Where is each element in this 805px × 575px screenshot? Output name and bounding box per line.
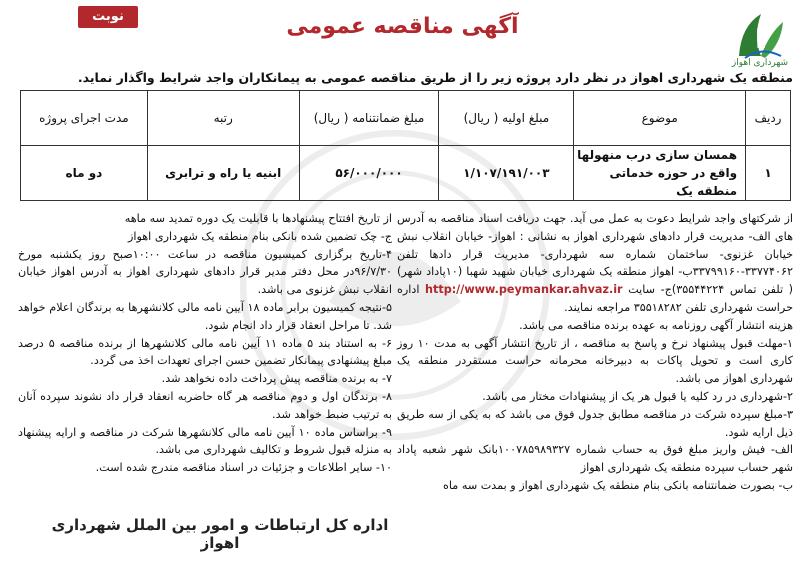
condition-2: ۲-شهرداری در رد کلیه یا قبول هر یک از پیشنهادات مختار می باشد. <box>482 389 793 403</box>
header-subject: موضوع <box>574 91 746 146</box>
paragraph-ad-cost: هزینه انتشار آگهی روزنامه به عهده برنده مناقصه می باشد. <box>519 318 793 332</box>
paragraph-intro: از شرکتهای واجد شرایط دعوت به عمل می آید. جهت دریافت اسناد مناقصه به آدرس های الف- مدیریت قرار دادهای شهرداری اهواز به نشانی : اهواز- خیابان انقلاب نبش خیابان غزنوی- ساختمان شماره سه شهرداری- مدیریت قرار دادها تلفن ۳۳۷۷۴۰۶۲-۳۳۷۹۹۱۶۰ب- اهواز منطقه یک شهرداری خیابان شهید شهبا (۱۰پاداد شهر) ( تلفن تماس ۳۵۵۴۴۲۲۴)ج- سایت http://www.peymankar.ahvaz.ir اداره حراست شهرداری تلفن ۳۵۵۱۸۲۸۲ مراجعه نمایند. <box>397 212 793 314</box>
tender-table <box>20 90 791 201</box>
duration: دو ماه <box>21 146 148 201</box>
header-grade: رتبه <box>147 91 299 146</box>
ahvaz-municipality-logo-icon <box>731 6 791 64</box>
header-duration: مدت اجرای پروژه <box>21 91 148 146</box>
condition-3c: ج- چک تضمین شده بانکی بنام منطقه یک شهرداری اهواز <box>127 229 392 243</box>
header-initial-amount: مبلغ اولیه ( ریال) <box>439 91 574 146</box>
condition-3: ۳-مبلغ سپرده شرکت در مناقصه مطابق جدول فوق می باشد که به یکی از سه طریق ذیل ارایه شود. <box>397 407 793 439</box>
publication-round-badge: نوبت اول <box>78 6 138 28</box>
logo-caption: شهرداری اهواز <box>731 58 789 68</box>
header-guarantee-amount: مبلغ ضمانتنامه ( ریال) <box>299 91 439 146</box>
subject-line-1: همسان سازی درب منهولها <box>577 148 738 162</box>
condition-6: ۶- به استناد بند ۵ ماده ۱۱ آیین نامه مالی کلانشهرها از برنده مناقصه ۵ درصد مبلغ پیشنهادی پیمانکار تضمین حسن اجرای تعهدات اخذ می گردد. <box>18 336 392 368</box>
condition-1: ۱-مهلت قبول پیشنهاد نرخ و پاسخ به مناقصه ، از تاریخ انتشار آگهی به مدت ۱۰ روز کاری است و تحویل پاکات به دبیرخانه محرمانه حراست مستقردر منطقه یک شهرداری اهواز می باشد. <box>397 336 794 386</box>
website-link[interactable]: http://www.peymankar.ahvaz.ir <box>425 283 623 297</box>
table-header-row <box>21 91 791 146</box>
condition-10: ۱۰- سایر اطلاعات و جزئیات در اسناد مناقصه مندرج شده است. <box>95 461 392 475</box>
header-row-number: ردیف <box>746 91 791 146</box>
table-row <box>21 146 791 201</box>
condition-3b-continued: از تاریخ افتتاح پیشنهادها با قابلیت یک دوره تمدید سه ماهه <box>124 212 392 225</box>
subject-cell <box>574 146 746 201</box>
condition-7: ۷- به برنده مناقصه پیش پرداخت داده نخواهد شد. <box>161 372 392 386</box>
condition-3b: ب- بصورت ضمانتنامه بانکی بنام منطقه یک شهرداری اهواز و بمدت سه ماه <box>443 478 793 492</box>
condition-4: ۴-تاریخ برگزاری کمیسیون مناقصه در ساعت ۱۰:۰۰صبح روز یکشنبه مورخ ۹۶/۷/۳۰در محل دفتر مدیر قرار دادهای شهرداری اهواز به آدرس اهواز خیابان انقلاب نبش غزنوی می باشد. <box>18 247 392 297</box>
guarantee-amount: ۵۶/۰۰۰/۰۰۰ <box>299 146 439 201</box>
condition-8: ۸- برندگان اول و دوم مناقصه هر گاه حاضربه انعقاد قرار داد نشوند سپرده آنان به ترتیب ضبط خواهد شد. <box>18 389 392 421</box>
condition-5: ۵-نتیجه کمیسیون برابر ماده ۱۸ آیین نامه مالی کلانشهرها به برندگان اعلام خواهد شد. تا مراحل انعقاد قرار داد انجام شود. <box>18 300 392 332</box>
grade: ابنیه یا راه و ترابری <box>147 146 299 201</box>
issuer-signature: اداره کل ارتباطات و امور بین الملل شهرداری اهواز <box>51 516 389 552</box>
condition-3a: الف- فیش واریز مبلغ فوق به حساب شماره ۱۰۰۷۸۵۹۸۹۳۲۷بانک شهر شعبه پاداد شهر حساب سپرده منطقه یک شهرداری اهواز <box>397 443 793 475</box>
initial-amount: ۱/۱۰۷/۱۹۱/۰۰۳ <box>439 146 574 201</box>
intro-text: منطقه یک شهرداری اهواز در نظر دارد پروژه زیر را از طریق مناقصه عمومی به پیمانکاران واجد شرایط واگذار نماید. <box>77 70 793 85</box>
conditions-right-column <box>397 210 793 495</box>
subject-line-2: واقع در حوزه خدماتی منطقه یک <box>609 166 738 198</box>
conditions-left-column <box>18 210 392 477</box>
page-title: آگهی مناقصه عمومی <box>286 14 519 39</box>
condition-9: ۹- براساس ماده ۱۰ آیین نامه مالی کلانشهرها شرکت در مناقصه و ارایه پیشنهاد به منزله قبول شروط و تکالیف شهرداری می باشد. <box>18 425 392 457</box>
row-number: ۱ <box>746 146 791 201</box>
